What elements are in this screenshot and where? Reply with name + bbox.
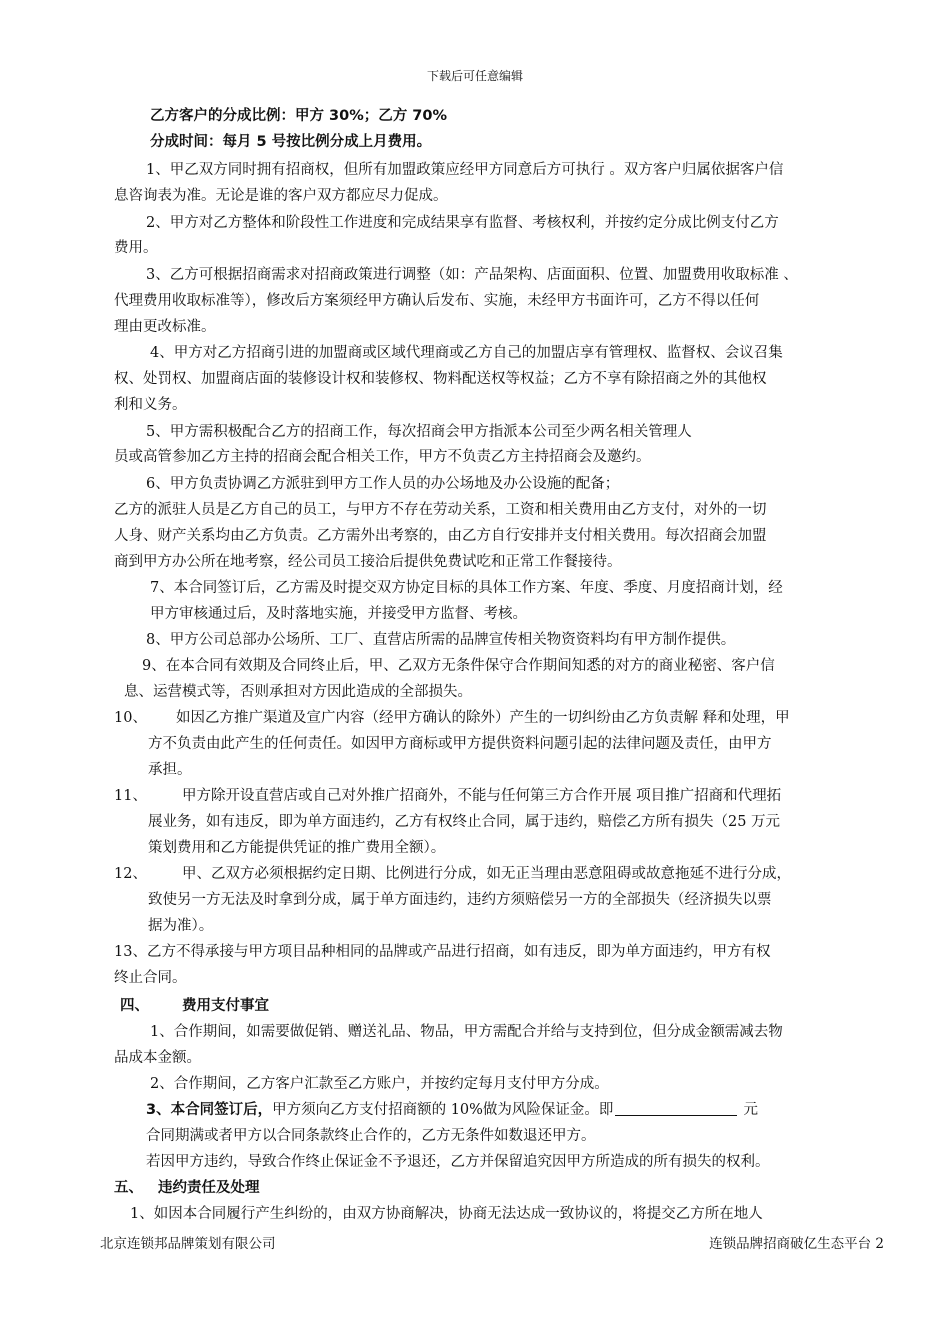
clause-1-line-1: 1、甲乙双方同时拥有招商权，但所有加盟政策应经甲方同意后方可执行 。双方客户归属依据客户信 <box>146 162 784 178</box>
clause-6-line-4: 商到甲方办公所在地考察，经公司员工接洽后提供免费试吃和正常工作餐接待。 <box>114 554 622 570</box>
clause-5-line-1: 5、甲方需积极配合乙方的招商工作，每次招商会甲方指派本公司至少两名相关管理人 <box>146 424 692 440</box>
clause-3-line-1: 3、乙方可根据招商需求对招商政策进行调整（如：产品架构、店面面积、位置、加盟费用收取标准 、 <box>146 267 798 283</box>
clause-4-line-1: 4、甲方对乙方招商引进的加盟商或区域代理商或乙方自己的加盟店享有管理权、监督权、会议召集 <box>150 345 783 361</box>
clause-10-line-1: 如因乙方推广渠道及宣广内容（经甲方确认的除外）产生的一切纠纷由乙方负责解 释和处理，甲 <box>176 710 790 726</box>
clause-2-line-2: 费用。 <box>114 240 158 256</box>
payment-3-line-2: 合同期满或者甲方以合同条款终止合作的，乙方无条件如数退还甲方。 <box>146 1128 596 1144</box>
clause-1-line-2: 息咨询表为准。无论是谁的客户双方都应尽力促成。 <box>114 188 448 204</box>
clause-7-line-1: 7、本合同签订后，乙方需及时提交双方协定目标的具体工作方案、年度、季度、月度招商计划，经 <box>150 580 783 596</box>
footer-company: 北京连锁邦品牌策划有限公司 <box>100 1236 276 1252</box>
payment-2-line-1: 2、合作期间，乙方客户汇款至乙方账户，并按约定每月支付甲方分成。 <box>150 1076 609 1092</box>
page-header-note: 下载后可任意编辑 <box>426 69 523 83</box>
share-time-line: 分成时间：每月 5 号按比例分成上月费用。 <box>150 134 432 150</box>
clause-12-line-1: 甲、乙双方必须根据约定日期、比例进行分成，如无正当理由恶意阻碍或故意拖延不进行分成， <box>182 866 791 882</box>
clause-12-line-3: 据为准）。 <box>148 918 214 934</box>
payment-1-line-2: 品成本金额。 <box>114 1050 201 1066</box>
share-ratio-line: 乙方客户的分成比例：甲方 30%；乙方 70% <box>150 108 448 124</box>
breach-1-line-1: 1、如因本合同履行产生纠纷的，由双方协商解决，协商无法达成一致协议的，将提交乙方所在地人 <box>130 1206 763 1222</box>
clause-11-line-1: 甲方除开设直营店或自己对外推广招商外，不能与任何第三方合作开展 项目推广招商和代理拓 <box>182 788 782 804</box>
clause-10-line-3: 承担。 <box>148 762 192 778</box>
clause-6-line-1: 6、甲方负责协调乙方派驻到甲方工作人员的办公场地及办公设施的配备； <box>146 476 620 492</box>
payment-1-line-1: 1、合作期间，如需要做促销、赠送礼品、物品，甲方需配合并给与支持到位，但分成金额需减去物 <box>150 1024 783 1040</box>
clause-9-line-1: 9、在本合同有效期及合同终止后，甲、乙双方无条件保守合作期间知悉的对方的商业秘密、客户信 <box>142 658 775 674</box>
section-4-title: 费用支付事宜 <box>182 998 269 1014</box>
clause-13-line-2: 终止合同。 <box>114 970 187 986</box>
clause-11-line-2: 展业务，如有违反，即为单方面违约，乙方有权终止合同，属于违约，赔偿乙方所有损失（25 万元 <box>148 814 781 830</box>
clause-3-line-2: 代理费用收取标准等），修改后方案须经甲方确认后发布、实施，未经甲方书面许可，乙方不得以任何 <box>114 293 760 309</box>
payment-3-text: 甲方须向乙方支付招商额的 10%做为风险保证金。即 <box>272 1102 614 1118</box>
clause-6-line-3: 人身、财产关系均由乙方负责。乙方需外出考察的，由乙方自行安排并支付相关费用。每次招商会加盟 <box>114 528 767 544</box>
clause-4-line-3: 利和义务。 <box>114 397 187 413</box>
section-4-number: 四、 <box>120 998 149 1014</box>
footer-platform: 连锁品牌招商破亿生态平台 2 <box>709 1236 884 1252</box>
clause-3-line-3: 理由更改标准。 <box>114 319 216 335</box>
clause-5-line-2: 员或高管参加乙方主持的招商会配合相关工作，甲方不负责乙方主持招商会及邀约。 <box>114 449 651 465</box>
clause-12-line-2: 致使另一方无法及时拿到分成，属于单方面违约，违约方须赔偿另一方的全部损失（经济损失以票 <box>148 892 772 908</box>
clause-4-line-2: 权、处罚权、加盟商店面的装修设计权和装修权、物料配送权等权益；乙方不享有除招商之外的其他权 <box>114 371 767 387</box>
clause-8-line-1: 8、甲方公司总部办公场所、工厂、直营店所需的品牌宣传相关物资资料均有甲方制作提供。 <box>146 632 736 648</box>
clause-6-line-2: 乙方的派驻人员是乙方自己的员工，与甲方不存在劳动关系，工资和相关费用由乙方支付，对外的一切 <box>114 502 767 518</box>
clause-12-number: 12、 <box>114 866 147 882</box>
clause-2-line-1: 2、甲方对乙方整体和阶段性工作进度和完成结果享有监督、考核权利，并按约定分成比例支付乙方 <box>146 215 779 231</box>
section-5-number: 五、 <box>114 1180 143 1196</box>
clause-10-line-2: 方不负责由此产生的任何责任。如因甲方商标或甲方提供资料问题引起的法律问题及责任，由甲方 <box>148 736 772 752</box>
clause-13-line-1: 13、乙方不得承接与甲方项目品种相同的品牌或产品进行招商，如有违反，即为单方面违约，甲方有权 <box>114 944 771 960</box>
payment-3-unit: 元 <box>743 1102 758 1118</box>
clause-11-number: 11、 <box>114 788 147 804</box>
section-5-title: 违约责任及处理 <box>158 1180 260 1196</box>
payment-3-line-1 <box>146 1100 758 1120</box>
deposit-amount-blank <box>615 1101 737 1116</box>
clause-10-number: 10、 <box>114 710 147 726</box>
clause-7-line-2: 甲方审核通过后，及时落地实施，并接受甲方监督、考核。 <box>150 606 527 622</box>
payment-3-line-3: 若因甲方违约，导致合作终止保证金不予退还，乙方并保留追究因甲方所造成的所有损失的权利。 <box>146 1154 770 1170</box>
clause-9-line-2: 息、运营模式等，否则承担对方因此造成的全部损失。 <box>124 684 472 700</box>
clause-11-line-3: 策划费用和乙方能提供凭证的推广费用全额）。 <box>148 840 446 856</box>
payment-3-lead: 3、本合同签订后， <box>146 1102 273 1118</box>
